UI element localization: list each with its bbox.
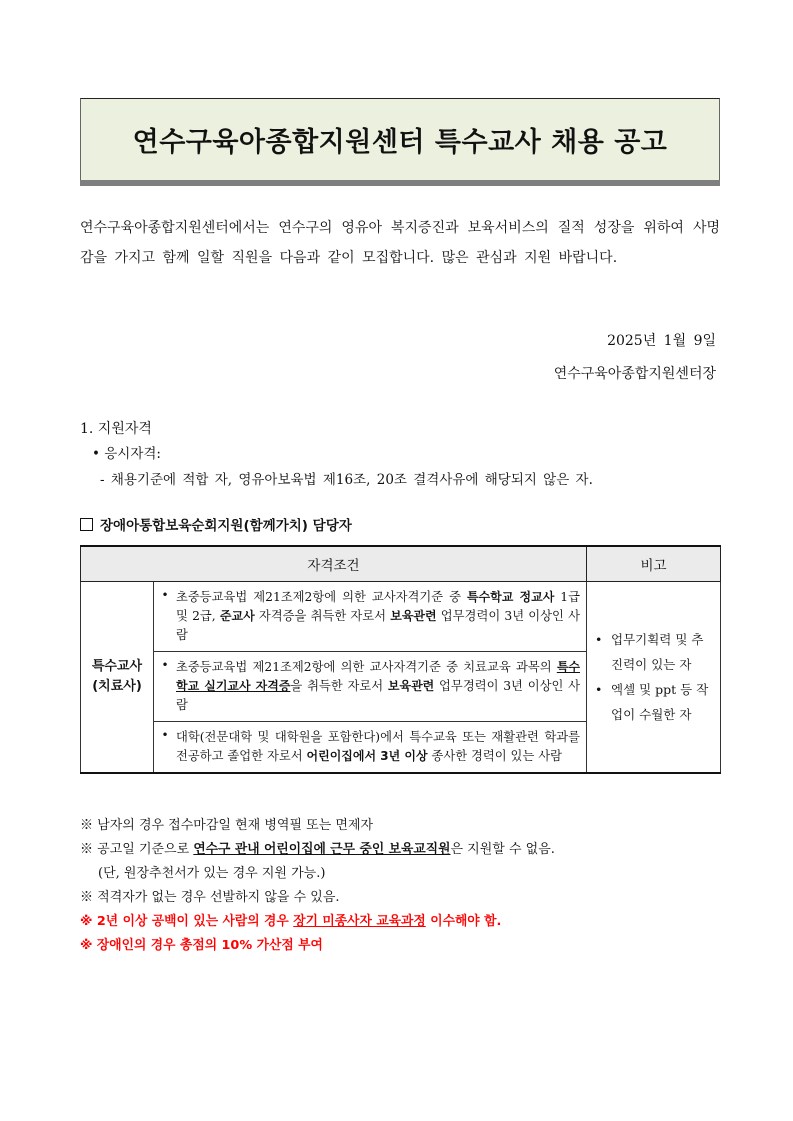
role-cell	[81, 582, 154, 774]
condition-2-text	[176, 658, 580, 715]
text-fragment: 초중등교육법 제21조제2항에 의한 교사자격기준 중 치료교육 과목의	[176, 660, 557, 674]
text-fragment: 을 취득한 자로서	[290, 679, 388, 693]
remark-military: ※ 남자의 경우 접수마감일 현재 병역필 또는 면제자	[80, 818, 374, 833]
header-conditions: 자격조건	[81, 546, 587, 582]
remark-no-selection: ※ 적격자가 없는 경우 선발하지 않을 수 있음.	[80, 890, 340, 905]
header-note: 비고	[587, 546, 721, 582]
text-fragment: 이수해야 함.	[425, 914, 502, 929]
position-heading	[80, 514, 352, 534]
condition-1	[154, 582, 587, 652]
intro-paragraph: 연수구육아종합지원센터에서는 연수구의 영유아 복지증진과 보육서비스의 질적 성장을 위하여 사명감을 가지고 함께 일할 직원을 다음과 같이 모집합니다. 많은 관심과 지원 바랍니다.	[80, 220, 720, 266]
role-line2: (치료사)	[92, 679, 142, 694]
remarks	[80, 814, 740, 958]
role-line1: 특수교사	[91, 659, 143, 674]
text-fragment: 종사한 경력이 있는 사람	[427, 749, 562, 763]
page-title: 연수구육아종합지원센터 특수교사 채용 공고	[132, 127, 668, 158]
title-box	[80, 98, 720, 180]
requirements-table	[80, 545, 721, 774]
bullet-icon: •	[161, 588, 169, 602]
text-fragment: 대학(전문대학 및 대학원을 포함한다)에서 특수교육 또는 재활관련 학과를 전공하고 졸업한 자로서	[176, 730, 580, 763]
remark-disability-bonus: ※ 장애인의 경우 총점의 10% 가산점 부여	[80, 938, 323, 953]
eligibility-bullet: • 응시자격:	[92, 446, 161, 462]
bold-fragment: 특수학교 실기교사 자격증	[176, 660, 580, 693]
remark-exclusion	[80, 838, 740, 862]
section-title: 1. 지원자격	[80, 421, 152, 437]
remark-gap-training	[80, 910, 740, 934]
remark-exception: (단, 원장추천서가 있는 경우 지원 가능.)	[98, 866, 326, 881]
bold-fragment: 어린이집에서 3년 이상	[306, 749, 428, 763]
bold-fragment: 보육관련	[390, 609, 437, 623]
text-fragment: 초중등교육법 제21조제2항에 의한 교사자격기준 중	[176, 590, 467, 604]
bullet-icon: •	[595, 682, 603, 697]
underlined-fragment: 장기 미종사자 교육과정	[293, 914, 426, 929]
bullet-icon: •	[161, 728, 169, 742]
text-fragment: 업무경력이 3년 이상인 사람	[176, 679, 580, 712]
position-heading-text: 장애아통합보육순회지원(함께가치) 담당자	[100, 518, 352, 534]
table-row	[81, 582, 721, 652]
table-header-row	[81, 546, 721, 582]
text-fragment: 업무경력이 3년 이상인 사람	[176, 609, 580, 642]
bold-fragment: 보육관련	[387, 679, 435, 693]
note-1-text: 업무기획력 및 추진력이 있는 자	[611, 632, 704, 672]
bold-fragment: 연수구 관내 어린이집에 근무 중인 보육교직원	[193, 842, 451, 857]
text-fragment: ※ 공고일 기준으로	[80, 842, 194, 857]
bold-fragment: 준교사	[219, 609, 255, 623]
issuer-name: 연수구육아종합지원센터장	[553, 366, 716, 382]
note-item	[595, 677, 712, 727]
bullet-icon: •	[161, 658, 169, 672]
text-fragment: 자격증을 취득한 자로서	[254, 609, 391, 623]
text-fragment: ※ 2년 이상 공백이 있는 사람의 경우	[80, 914, 294, 929]
text-fragment: 1급 및 2급,	[176, 590, 580, 623]
note-item	[595, 627, 712, 677]
text-fragment: 은 지원할 수 없음.	[450, 842, 555, 857]
checkbox-icon	[80, 518, 93, 531]
note-2-text: 엑셀 및 ppt 등 작업이 수월한 자	[611, 682, 709, 722]
condition-3	[154, 722, 587, 774]
announcement-date: 2025년 1월 9일	[607, 333, 716, 349]
bold-fragment: 특수학교 정교사	[466, 590, 555, 604]
eligibility-detail: - 채용기준에 적합 자, 영유아보육법 제16조, 20조 결격사유에 해당되지 않은 자.	[100, 472, 593, 488]
bullet-icon: •	[595, 632, 603, 647]
condition-1-text	[176, 588, 580, 645]
condition-2	[154, 652, 587, 722]
note-cell	[587, 582, 721, 774]
condition-3-text	[176, 728, 580, 766]
